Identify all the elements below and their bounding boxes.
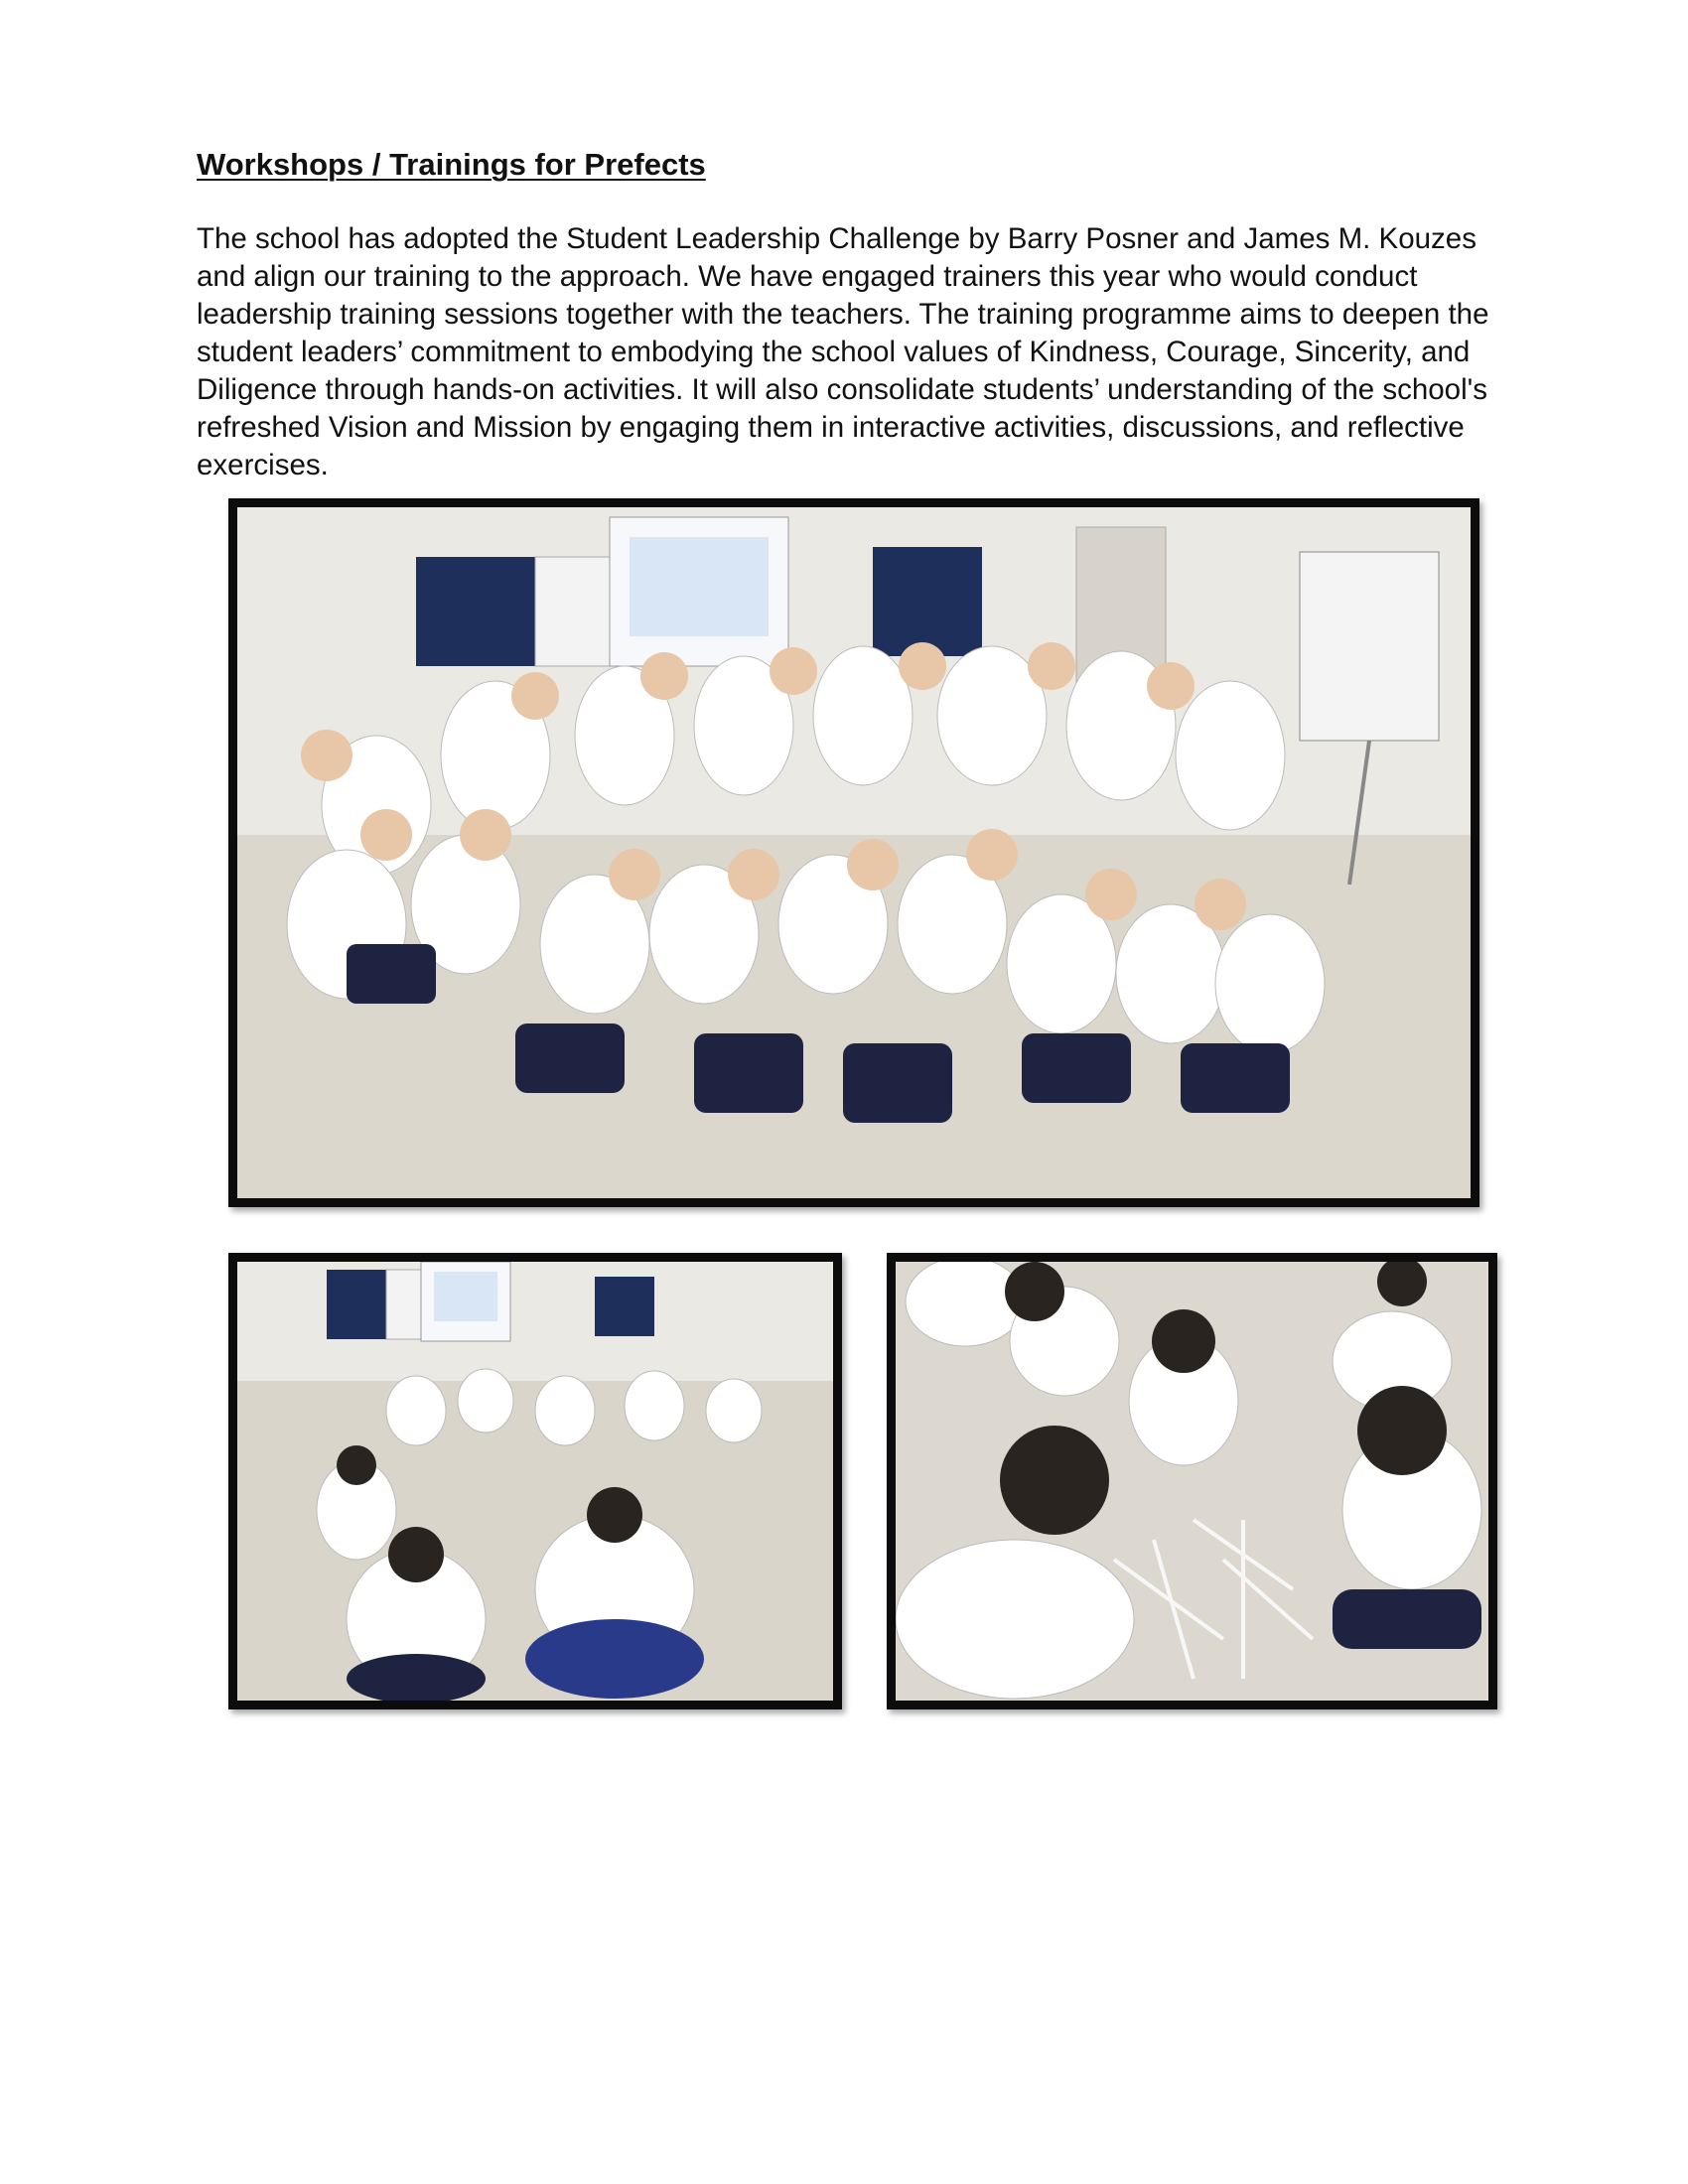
paragraph-line: student leaders’ commitment to embodying the school values of Kindness, Courage, Sincerity, and <box>197 336 1471 368</box>
classroom-activity-photo <box>228 1253 842 1709</box>
paragraph-line: exercises. <box>197 449 329 481</box>
group-photo-illustration <box>237 507 1471 1198</box>
paragraph-line: and align our training to the approach. We have engaged trainers this year who would conduct <box>197 260 1418 293</box>
hands-on-activity-illustration <box>896 1262 1488 1701</box>
page-heading: Workshops / Trainings for Prefects <box>197 147 706 182</box>
paragraph-line: The school has adopted the Student Leadership Challenge by Barry Posner and James M. Kouzes <box>197 222 1477 255</box>
paragraph-line: leadership training sessions together with the teachers. The training programme aims to deepen the <box>197 298 1489 331</box>
classroom-activity-illustration <box>237 1262 833 1701</box>
paragraph-line: Diligence through hands-on activities. It will also consolidate students’ understanding of the school's <box>197 373 1488 406</box>
intro-paragraph <box>197 220 1547 484</box>
group-photo <box>228 498 1479 1207</box>
hands-on-activity-photo <box>887 1253 1497 1709</box>
paragraph-line: refreshed Vision and Mission by engaging them in interactive activities, discussions, and reflective <box>197 411 1465 444</box>
